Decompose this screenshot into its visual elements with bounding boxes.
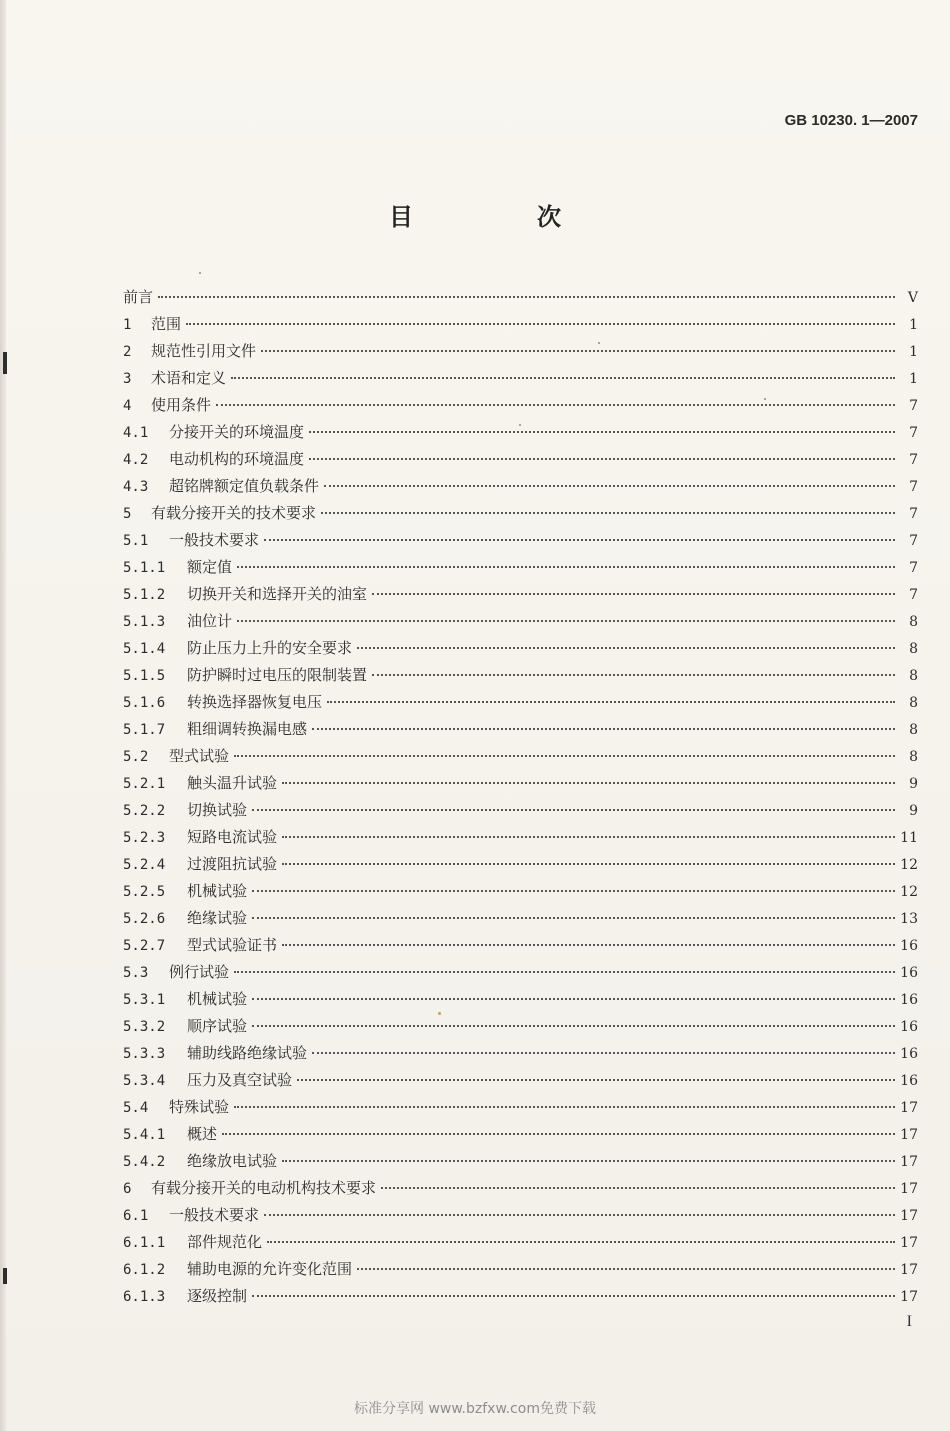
toc-entry[interactable] — [123, 689, 918, 716]
toc-leader-dots — [261, 349, 895, 352]
toc-entry[interactable] — [123, 1229, 918, 1256]
toc-leader-dots — [282, 835, 895, 838]
toc-entry[interactable] — [123, 608, 918, 635]
toc-leader-dots — [231, 376, 895, 379]
toc-entry-number: 5.1.2 — [123, 587, 166, 603]
standard-code: GB 10230. 1—2007 — [784, 112, 918, 129]
toc-entry-number: 5.3.1 — [123, 992, 166, 1008]
toc-entry[interactable] — [123, 878, 918, 905]
toc-entry[interactable] — [123, 797, 918, 824]
toc-entry[interactable] — [123, 662, 918, 689]
toc-entry[interactable] — [123, 365, 918, 392]
toc-entry-title: 辅助线路绝缘试验 — [187, 1044, 308, 1062]
toc-entry[interactable] — [123, 1256, 918, 1283]
toc-entry-number: 4.1 — [123, 425, 149, 441]
toc-entry-number: 5.4.2 — [123, 1154, 166, 1170]
toc-leader-dots — [252, 997, 895, 1000]
toc-entry-title: 分接开关的环境温度 — [169, 423, 305, 441]
toc-leader-dots — [372, 673, 895, 676]
toc-leader-dots — [312, 1051, 895, 1054]
toc-entry[interactable] — [123, 1013, 918, 1040]
toc-leader-dots — [357, 1267, 895, 1270]
toc-entry[interactable] — [123, 473, 918, 500]
toc-entry-title: 前言 — [123, 288, 154, 306]
toc-entry-number: 5.3.3 — [123, 1046, 166, 1062]
toc-entry-page: 7 — [909, 533, 918, 549]
toc-leader-dots — [357, 646, 895, 649]
scan-speck — [764, 398, 766, 400]
toc-entry-number: 3 — [123, 371, 132, 387]
toc-entry[interactable] — [123, 1283, 918, 1310]
toc-entry[interactable] — [123, 905, 918, 932]
toc-entry-page: 17 — [900, 1208, 918, 1224]
toc-entry[interactable] — [123, 554, 918, 581]
toc-entry-title: 部件规范化 — [187, 1233, 263, 1251]
toc-leader-dots — [237, 619, 895, 622]
toc-entry[interactable] — [123, 311, 918, 338]
toc-entry-title: 范围 — [151, 315, 182, 333]
page-title: 目 次 — [389, 203, 611, 231]
toc-entry-page: 17 — [900, 1181, 918, 1197]
toc-entry[interactable] — [123, 635, 918, 662]
toc-entry-page: 17 — [900, 1235, 918, 1251]
page-number: I — [906, 1313, 912, 1330]
toc-entry-number: 5.1.1 — [123, 560, 166, 576]
toc-entry-title: 粗细调转换漏电感 — [187, 720, 308, 738]
toc-leader-dots — [252, 808, 895, 811]
toc-entry[interactable] — [123, 1175, 918, 1202]
toc-entry-page: 16 — [900, 1019, 918, 1035]
toc-entry-title: 切换开关和选择开关的油室 — [187, 585, 368, 603]
toc-entry-number: 2 — [123, 344, 132, 360]
toc-entry-number: 5.2.3 — [123, 830, 166, 846]
toc-entry-page: 7 — [909, 560, 918, 576]
toc-leader-dots — [252, 889, 895, 892]
toc-entry-number: 6 — [123, 1181, 132, 1197]
toc-entry-page: 16 — [900, 1046, 918, 1062]
toc-entry-number: 5.2.7 — [123, 938, 166, 954]
toc-entry-number: 5.2 — [123, 749, 149, 765]
scan-speck — [199, 272, 201, 274]
toc-entry[interactable] — [123, 284, 918, 311]
toc-entry-title: 术语和定义 — [151, 369, 227, 387]
toc-leader-dots — [381, 1186, 895, 1189]
toc-entry-page: 17 — [900, 1289, 918, 1305]
toc-entry-page: 17 — [900, 1154, 918, 1170]
toc-entry-title: 防护瞬时过电压的限制装置 — [187, 666, 368, 684]
toc-leader-dots — [282, 943, 895, 946]
toc-entry-title: 切换试验 — [187, 801, 248, 819]
toc-entry[interactable] — [123, 770, 918, 797]
toc-entry-title: 使用条件 — [151, 396, 212, 414]
toc-entry-title: 例行试验 — [169, 963, 230, 981]
toc-entry-page: 7 — [909, 452, 918, 468]
toc-entry-page: 16 — [900, 1073, 918, 1089]
toc-entry-number: 4.2 — [123, 452, 149, 468]
toc-entry[interactable] — [123, 446, 918, 473]
toc-leader-dots — [186, 322, 895, 325]
toc-entry-page: 8 — [909, 749, 918, 765]
toc-entry-page: 8 — [909, 695, 918, 711]
watermark: 标准分享网 www.bzfxw.com免费下载 — [354, 1401, 596, 1417]
toc-entry-page: 17 — [900, 1100, 918, 1116]
toc-entry-title: 顺序试验 — [187, 1017, 248, 1035]
toc-entry-number: 6.1.3 — [123, 1289, 166, 1305]
toc-entry-number: 5.2.6 — [123, 911, 166, 927]
toc-entry-title: 转换选择器恢复电压 — [187, 693, 323, 711]
toc-entry[interactable] — [123, 716, 918, 743]
toc-entry-page: 7 — [909, 479, 918, 495]
toc-entry-number: 6.1.2 — [123, 1262, 166, 1278]
toc-entry-number: 5.1 — [123, 533, 149, 549]
toc-entry-page: 16 — [900, 992, 918, 1008]
scan-speck — [438, 1012, 441, 1015]
scan-speck — [519, 424, 521, 426]
toc-entry-title: 规范性引用文件 — [151, 342, 257, 360]
toc-entry[interactable] — [123, 500, 918, 527]
toc-entry-number: 4.3 — [123, 479, 149, 495]
toc-entry-title: 型式试验 — [169, 747, 230, 765]
toc-entry-page: 13 — [900, 911, 918, 927]
toc-entry-number: 5.3.4 — [123, 1073, 166, 1089]
toc-entry-page: 11 — [900, 830, 918, 846]
toc-entry-title: 油位计 — [187, 612, 233, 630]
toc-entry-page: 8 — [909, 614, 918, 630]
toc-entry-title: 逐级控制 — [187, 1287, 248, 1305]
toc-entry-page: 17 — [900, 1127, 918, 1143]
toc-leader-dots — [267, 1240, 895, 1243]
toc-leader-dots — [234, 970, 895, 973]
toc-leader-dots — [282, 862, 895, 865]
toc-entry-title: 有载分接开关的电动机构技术要求 — [151, 1179, 377, 1197]
toc-entry-page: 1 — [909, 344, 918, 360]
toc-leader-dots — [282, 1159, 895, 1162]
toc-entry[interactable] — [123, 824, 918, 851]
toc-entry-title: 超铭牌额定值负载条件 — [169, 477, 320, 495]
toc-entry-page: 7 — [909, 398, 918, 414]
toc-entry-page: 9 — [909, 803, 918, 819]
toc-entry[interactable] — [123, 392, 918, 419]
toc-leader-dots — [264, 538, 895, 541]
toc-leader-dots — [297, 1078, 895, 1081]
toc-leader-dots — [216, 403, 895, 406]
toc-leader-dots — [264, 1213, 895, 1216]
toc-entry-number: 5.1.7 — [123, 722, 166, 738]
toc-entry-number: 5.2.2 — [123, 803, 166, 819]
toc-entry[interactable] — [123, 1067, 918, 1094]
toc-leader-dots — [312, 727, 895, 730]
scan-mark — [3, 352, 7, 374]
toc-entry-title: 一般技术要求 — [169, 1206, 260, 1224]
toc-entry-title: 防止压力上升的安全要求 — [187, 639, 353, 657]
toc-entry-title: 有载分接开关的技术要求 — [151, 504, 317, 522]
toc-entry-number: 5.4.1 — [123, 1127, 166, 1143]
toc-entry-page: 8 — [909, 668, 918, 684]
toc-entry-number: 5.3 — [123, 965, 149, 981]
toc-entry-title: 绝缘放电试验 — [187, 1152, 278, 1170]
toc-entry[interactable] — [123, 743, 918, 770]
toc-entry[interactable] — [123, 1040, 918, 1067]
toc-entry-page: 9 — [909, 776, 918, 792]
toc-entry-title: 压力及真空试验 — [187, 1071, 293, 1089]
toc-entry-page: 12 — [900, 884, 918, 900]
toc-leader-dots — [252, 1024, 895, 1027]
toc-entry-title: 额定值 — [187, 558, 233, 576]
toc-entry[interactable] — [123, 851, 918, 878]
toc-entry-number: 5.2.4 — [123, 857, 166, 873]
toc-entry-title: 一般技术要求 — [169, 531, 260, 549]
toc-entry[interactable] — [123, 932, 918, 959]
toc-entry-number: 1 — [123, 317, 132, 333]
scan-speck — [598, 342, 600, 344]
toc-leader-dots — [321, 511, 895, 514]
toc-leader-dots — [309, 430, 895, 433]
toc-leader-dots — [327, 700, 895, 703]
toc-leader-dots — [237, 565, 895, 568]
toc-entry-title: 过渡阻抗试验 — [187, 855, 278, 873]
toc-entry[interactable] — [123, 1148, 918, 1175]
toc-entry[interactable] — [123, 338, 918, 365]
scan-mark — [3, 1268, 7, 1284]
toc-entry-page: V — [907, 290, 918, 306]
toc-entry-page: 12 — [900, 857, 918, 873]
toc-leader-dots — [309, 457, 895, 460]
toc-entry-page: 7 — [909, 425, 918, 441]
toc-entry-number: 6.1 — [123, 1208, 149, 1224]
toc-entry[interactable] — [123, 1202, 918, 1229]
toc-entry-number: 5.1.3 — [123, 614, 166, 630]
toc-entry-title: 机械试验 — [187, 882, 248, 900]
toc-entry-page: 17 — [900, 1262, 918, 1278]
toc-leader-dots — [234, 1105, 895, 1108]
toc-leader-dots — [222, 1132, 895, 1135]
toc-entry-page: 7 — [909, 506, 918, 522]
toc-entry[interactable] — [123, 959, 918, 986]
toc-entry-number: 5.1.4 — [123, 641, 166, 657]
toc-entry-title: 电动机构的环境温度 — [169, 450, 305, 468]
toc-leader-dots — [158, 295, 895, 298]
toc-entry[interactable] — [123, 419, 918, 446]
toc-entry[interactable] — [123, 1094, 918, 1121]
toc-entry-title: 触头温升试验 — [187, 774, 278, 792]
toc-leader-dots — [252, 1294, 895, 1297]
toc-entry[interactable] — [123, 581, 918, 608]
toc-leader-dots — [282, 781, 895, 784]
toc-entry-number: 5.4 — [123, 1100, 149, 1116]
toc-entry-page: 8 — [909, 641, 918, 657]
toc-entry-page: 1 — [909, 371, 918, 387]
toc-entry-page: 16 — [900, 965, 918, 981]
toc-entry[interactable] — [123, 527, 918, 554]
toc-entry-title: 型式试验证书 — [187, 936, 278, 954]
toc-entry-page: 16 — [900, 938, 918, 954]
toc-entry-page: 1 — [909, 317, 918, 333]
toc-entry-title: 机械试验 — [187, 990, 248, 1008]
toc-entry[interactable] — [123, 1121, 918, 1148]
toc-entry-number: 5 — [123, 506, 132, 522]
toc-entry-page: 8 — [909, 722, 918, 738]
toc-leader-dots — [252, 916, 895, 919]
toc-entry-title: 辅助电源的允许变化范围 — [187, 1260, 353, 1278]
toc-entry-number: 4 — [123, 398, 132, 414]
toc-entry-number: 5.1.6 — [123, 695, 166, 711]
toc-entry-page: 7 — [909, 587, 918, 603]
toc-entry-number: 5.2.1 — [123, 776, 166, 792]
toc-entry-title: 短路电流试验 — [187, 828, 278, 846]
toc-leader-dots — [234, 754, 895, 757]
toc-entry-title: 绝缘试验 — [187, 909, 248, 927]
table-of-contents — [123, 284, 918, 1310]
toc-entry-title: 特殊试验 — [169, 1098, 230, 1116]
toc-entry-number: 5.2.5 — [123, 884, 166, 900]
toc-entry-number: 5.1.5 — [123, 668, 166, 684]
toc-entry-number: 6.1.1 — [123, 1235, 166, 1251]
toc-leader-dots — [324, 484, 895, 487]
toc-entry-number: 5.3.2 — [123, 1019, 166, 1035]
toc-leader-dots — [372, 592, 895, 595]
toc-entry-title: 概述 — [187, 1125, 218, 1143]
toc-entry[interactable] — [123, 986, 918, 1013]
